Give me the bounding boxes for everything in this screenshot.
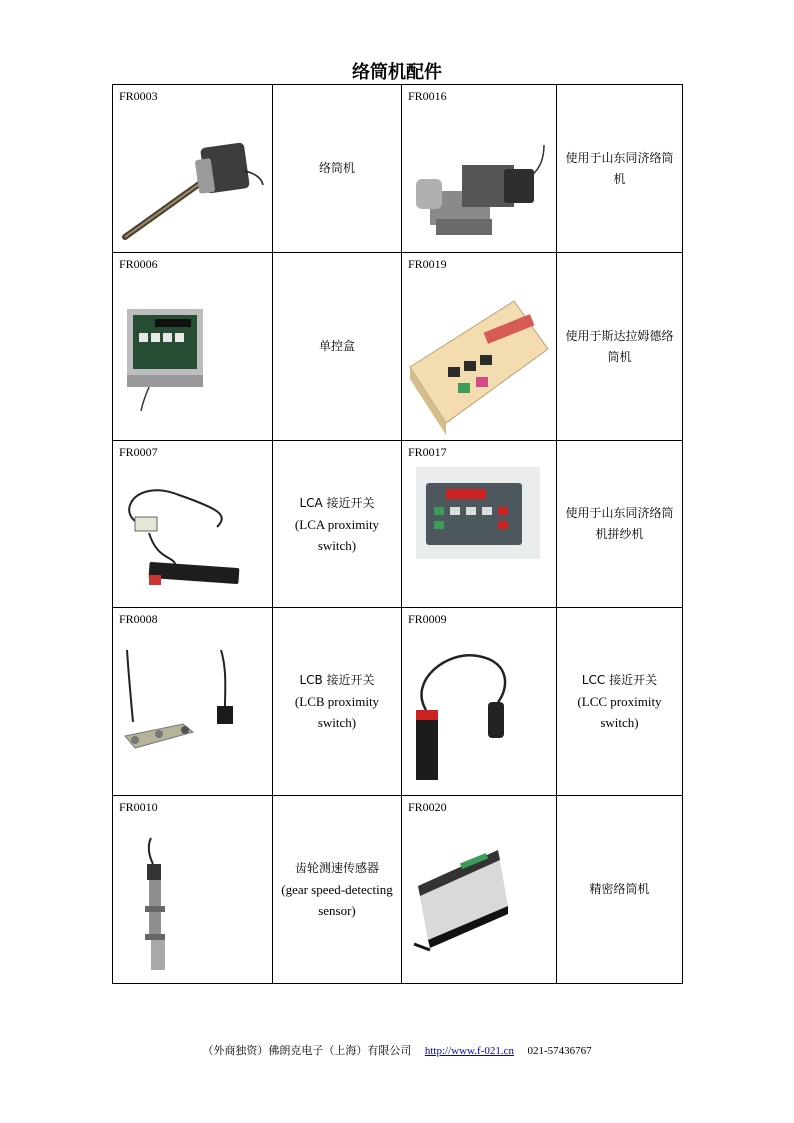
description-cn: 使用于山东同济络筒机拼纱机 [565,506,674,541]
table-row [113,85,683,253]
description-cn: LCA 接近开关 [299,495,375,510]
part-cell [113,85,273,253]
page-title: 络筒机配件 [352,62,442,83]
precision-driver-box-photo [408,840,554,960]
part-code: FR0006 [119,257,158,271]
gear-speed-sensor-photo [133,836,193,980]
part-cell [402,796,557,984]
motor-traverse-assembly-photo [406,123,554,247]
part-cell [113,441,273,608]
stepper-motor-lead-screw-photo [117,125,267,247]
phone-number: 021-57436767 [527,1045,592,1057]
parts-table [112,84,683,984]
lca-proximity-switch-photo [119,485,267,605]
part-cell [113,796,273,984]
lcb-proximity-switch-photo [119,650,267,750]
part-cell [113,253,273,441]
description-en: (LCA proximity switch) [294,516,380,553]
description-cn: 使用于斯达拉姆德络筒机 [565,328,674,364]
website-link[interactable]: http://www.f-021.cn [424,1045,514,1057]
description-cn: 单控盒 [318,339,355,353]
part-description [273,608,402,796]
description-en: (LCB proximity switch) [294,694,380,730]
part-cell [113,608,273,796]
part-description [557,253,683,441]
description-cn: 使用于山东同济络筒机 [565,150,674,186]
part-description [557,85,683,253]
part-code: FR0010 [119,800,158,814]
description-cn: 络筒机 [318,161,355,175]
table-row [113,253,683,441]
description-cn: 精密络筒机 [589,882,650,896]
part-cell [402,608,557,796]
part-code: FR0009 [408,612,447,626]
lcc-proximity-switch-photo [408,650,554,792]
table-row [113,608,683,796]
part-cell [402,85,557,253]
part-description [273,796,402,984]
part-description [557,441,683,608]
part-description [557,796,683,984]
part-code: FR0017 [408,445,447,459]
part-code: FR0007 [119,445,158,459]
part-description [557,608,683,796]
part-code: FR0020 [408,800,447,814]
description-cn: 齿轮测速传感器 [294,861,379,875]
part-code: FR0016 [408,89,447,103]
part-description [273,85,402,253]
part-description [273,441,402,608]
single-control-box-photo [119,303,265,413]
part-code: FR0003 [119,89,158,103]
table-row [113,441,683,608]
page-footer [0,1042,794,1058]
table-row [113,796,683,984]
part-cell [402,441,557,608]
part-description [273,253,402,441]
beige-control-panel-photo [406,297,554,437]
description-en: (LCC proximity switch) [577,694,662,730]
description-cn: LCC 接近开关 [581,673,658,687]
digital-control-panel-photo [416,467,540,559]
part-cell [402,253,557,441]
part-code: FR0008 [119,612,158,626]
description-cn: LCB 接近开关 [299,673,375,687]
company-name: （外商独资）佛朗克电子（上海）有限公司 [202,1044,412,1057]
part-code: FR0019 [408,257,447,271]
description-en: (gear speed-detecting sensor) [281,882,393,918]
